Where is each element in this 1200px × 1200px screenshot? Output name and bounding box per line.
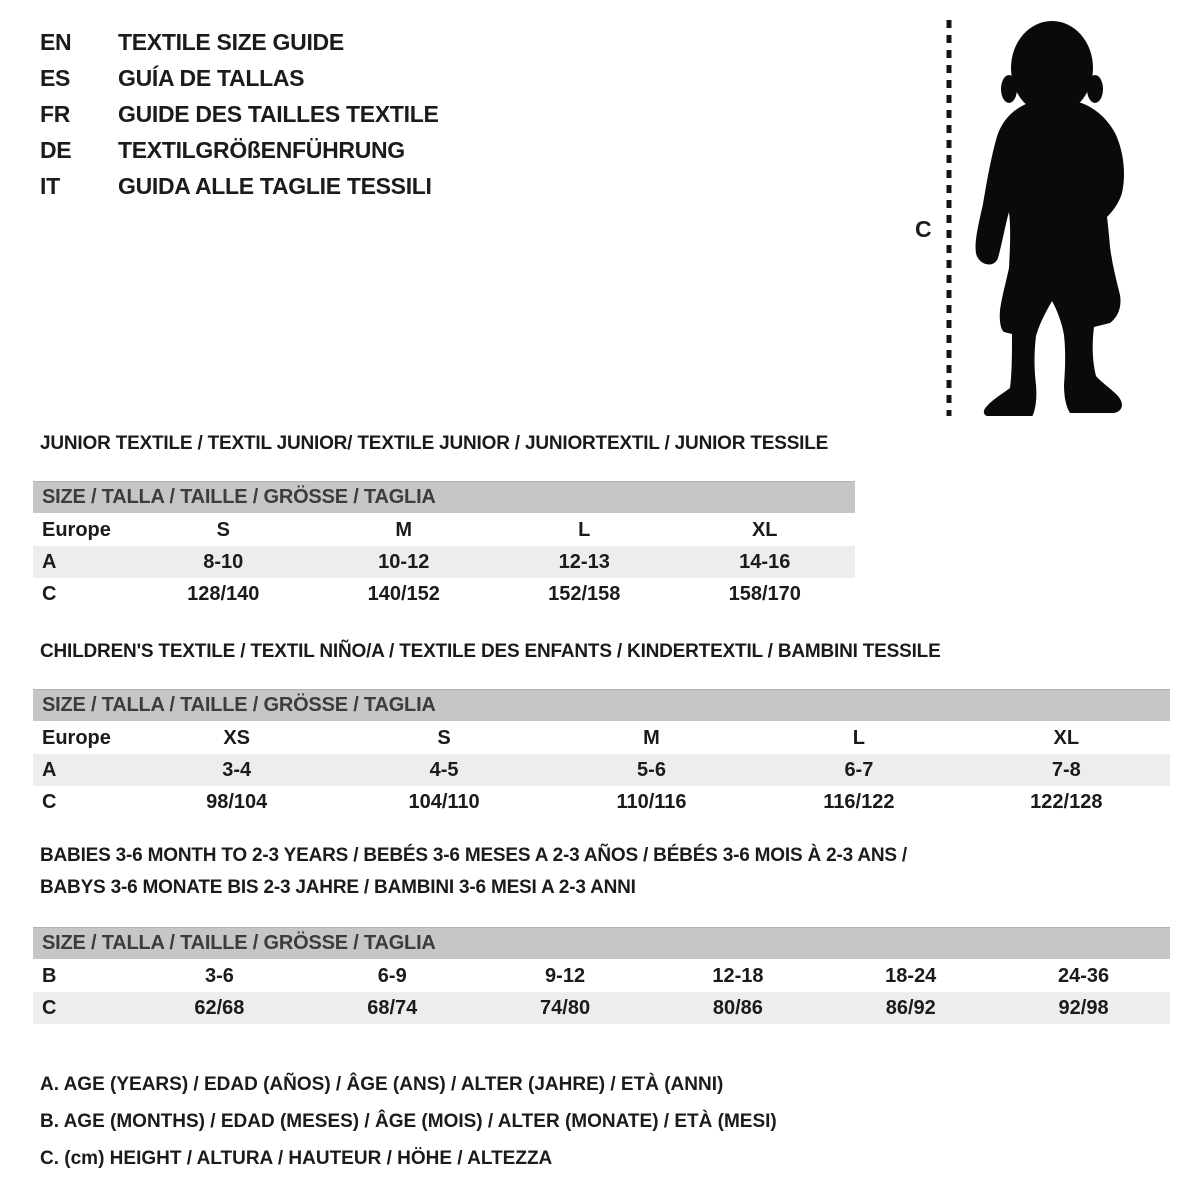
height-cell: 98/104 — [206, 790, 268, 813]
row-label: Europe — [42, 726, 111, 749]
legend-age-months: B. AGE (MONTHS) / EDAD (MESES) / ÂGE (MOIS) / ALTER (MONATE) / ETÀ (MESI) — [40, 1111, 777, 1132]
row-label: B — [42, 964, 57, 987]
size-cell: M — [643, 726, 660, 749]
size-cell: S — [216, 518, 230, 541]
babies-section-title-line1: BABIES 3-6 MONTH TO 2-3 YEARS / BEBÉS 3-6 MESES A 2-3 AÑOS / BÉBÉS 3-6 MOIS À 2-3 ANS / — [40, 845, 908, 866]
children-section-title: CHILDREN'S TEXTILE / TEXTIL NIÑO/A / TEXTILE DES ENFANTS / KINDERTEXTIL / BAMBINI TESSILE — [40, 641, 941, 662]
guide-title-de: TEXTILGRÖßENFÜHRUNG — [118, 136, 405, 163]
guide-title-fr: GUIDE DES TAILLES TEXTILE — [118, 100, 439, 127]
age-cell: 9-12 — [545, 964, 586, 987]
height-cell: 110/116 — [616, 790, 687, 813]
babies-size-table — [33, 927, 1170, 1024]
size-cell: L — [578, 518, 591, 541]
table-row — [33, 786, 1170, 818]
row-label: Europe — [42, 518, 111, 541]
guide-title-en: TEXTILE SIZE GUIDE — [118, 28, 344, 55]
table-row — [33, 960, 1170, 992]
legend — [40, 1066, 777, 1177]
children-size-table — [33, 689, 1170, 818]
height-cell: 80/86 — [712, 996, 763, 1019]
table-row — [33, 578, 855, 610]
age-cell: 12-18 — [712, 964, 764, 987]
size-header-bar: SIZE / TALLA / TAILLE / GRÖSSE / TAGLIA — [33, 927, 1170, 959]
age-cell: 18-24 — [885, 964, 937, 987]
age-cell: 3-4 — [222, 758, 252, 781]
height-cell: 128/140 — [187, 582, 260, 605]
size-cell: L — [852, 726, 865, 749]
language-header — [40, 24, 439, 204]
age-cell: 10-12 — [378, 550, 430, 573]
table-row — [33, 754, 1170, 786]
size-cell: XL — [751, 518, 778, 541]
table-row — [33, 992, 1170, 1024]
age-cell: 6-9 — [377, 964, 407, 987]
size-header-bar: SIZE / TALLA / TAILLE / GRÖSSE / TAGLIA — [33, 689, 1170, 721]
height-cell: 74/80 — [540, 996, 591, 1019]
row-label: A — [42, 758, 57, 781]
child-figure — [905, 16, 1155, 420]
language-row-de — [40, 132, 439, 168]
height-cell: 116/122 — [823, 790, 895, 813]
height-cell: 152/158 — [548, 582, 621, 605]
table-row — [33, 514, 855, 546]
age-cell: 3-6 — [204, 964, 234, 987]
age-cell: 5-6 — [637, 758, 666, 781]
language-code: DE — [40, 136, 72, 163]
legend-age-years: A. AGE (YEARS) / EDAD (AÑOS) / ÂGE (ANS) / ALTER (JAHRE) / ETÀ (ANNI) — [40, 1074, 724, 1095]
row-label: C — [42, 996, 57, 1019]
language-code: ES — [40, 64, 71, 91]
height-cell: 92/98 — [1058, 996, 1109, 1019]
size-header-bar: SIZE / TALLA / TAILLE / GRÖSSE / TAGLIA — [33, 481, 855, 513]
language-row-it — [40, 168, 439, 204]
language-row-en — [40, 24, 439, 60]
guide-title-es: GUÍA DE TALLAS — [118, 64, 305, 91]
junior-section-title: JUNIOR TEXTILE / TEXTIL JUNIOR/ TEXTILE JUNIOR / JUNIORTEXTIL / JUNIOR TESSILE — [40, 433, 829, 454]
size-cell: M — [395, 518, 413, 541]
age-cell: 14-16 — [739, 550, 791, 573]
row-label: A — [42, 550, 57, 573]
toddler-silhouette-icon — [962, 16, 1142, 416]
table-row — [33, 722, 1170, 754]
height-cell: 122/128 — [1030, 790, 1103, 813]
junior-size-table — [33, 481, 855, 610]
age-cell: 12-13 — [558, 550, 610, 573]
size-cell: S — [437, 726, 451, 749]
language-code: IT — [40, 172, 60, 199]
age-cell: 6-7 — [844, 758, 874, 781]
row-label: C — [42, 582, 57, 605]
row-label: C — [42, 790, 57, 813]
language-code: EN — [40, 28, 72, 55]
age-cell: 7-8 — [1051, 758, 1081, 781]
language-row-fr — [40, 96, 439, 132]
language-code: FR — [40, 100, 71, 127]
height-measure-label: C — [915, 216, 932, 242]
legend-height-cm: C. (cm) HEIGHT / ALTURA / HAUTEUR / HÖHE / ALTEZZA — [40, 1148, 553, 1169]
babies-section-title-line2: BABYS 3-6 MONATE BIS 2-3 JAHRE / BAMBINI 3-6 MESI A 2-3 ANNI — [40, 877, 636, 898]
height-cell: 140/152 — [367, 582, 440, 605]
height-cell: 86/92 — [885, 996, 936, 1019]
size-cell: XS — [223, 726, 251, 749]
language-row-es — [40, 60, 439, 96]
age-cell: 8-10 — [203, 550, 244, 573]
height-cell: 62/68 — [194, 996, 245, 1019]
age-cell: 24-36 — [1057, 964, 1110, 987]
height-cell: 158/170 — [728, 582, 801, 605]
height-cell: 104/110 — [408, 790, 480, 813]
size-cell: XL — [1053, 726, 1080, 749]
guide-title-it: GUIDA ALLE TAGLIE TESSILI — [118, 172, 432, 199]
height-cell: 68/74 — [367, 996, 418, 1019]
table-row — [33, 546, 855, 578]
height-dashed-line-icon — [946, 18, 954, 418]
age-cell: 4-5 — [429, 758, 459, 781]
